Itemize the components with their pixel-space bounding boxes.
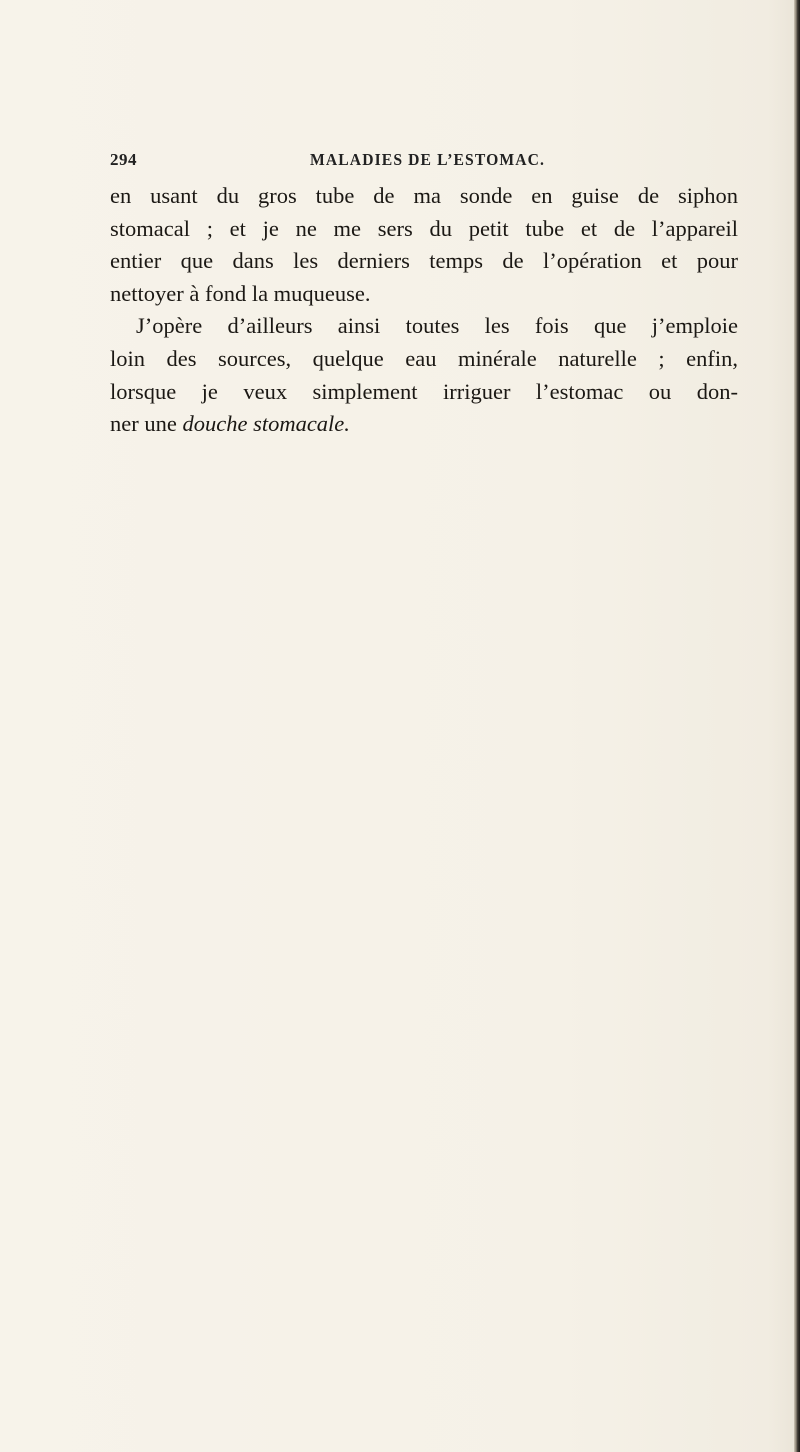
italic-emphasis: douche stomacale. <box>182 411 350 437</box>
text-fragment: ner une <box>110 411 183 437</box>
text-line: loin des sources, quelque eau minérale naturelle ; enfin, <box>110 345 738 371</box>
text-line: lorsque je veux simplement irriguer l’estomac ou don- <box>110 378 738 404</box>
page-number: 294 <box>110 150 137 169</box>
body-text <box>110 180 738 441</box>
running-head <box>110 149 738 171</box>
text-line: entier que dans les derniers temps de l’opération et pour <box>110 248 738 274</box>
paragraph <box>110 180 738 310</box>
text-line <box>110 408 738 441</box>
text-line: nettoyer à fond la muqueuse. <box>110 280 371 306</box>
page-edge <box>794 0 800 1452</box>
text-line: J’opère d’ailleurs ainsi toutes les fois que j’emploie <box>136 313 738 339</box>
text-line: en usant du gros tube de ma sonde en guise de siphon <box>110 183 738 208</box>
text-line: stomacal ; et je ne me sers du petit tube et de l’appareil <box>110 215 738 241</box>
running-title: MALADIES DE L’ESTOMAC. <box>310 150 546 169</box>
paragraph <box>110 310 738 440</box>
